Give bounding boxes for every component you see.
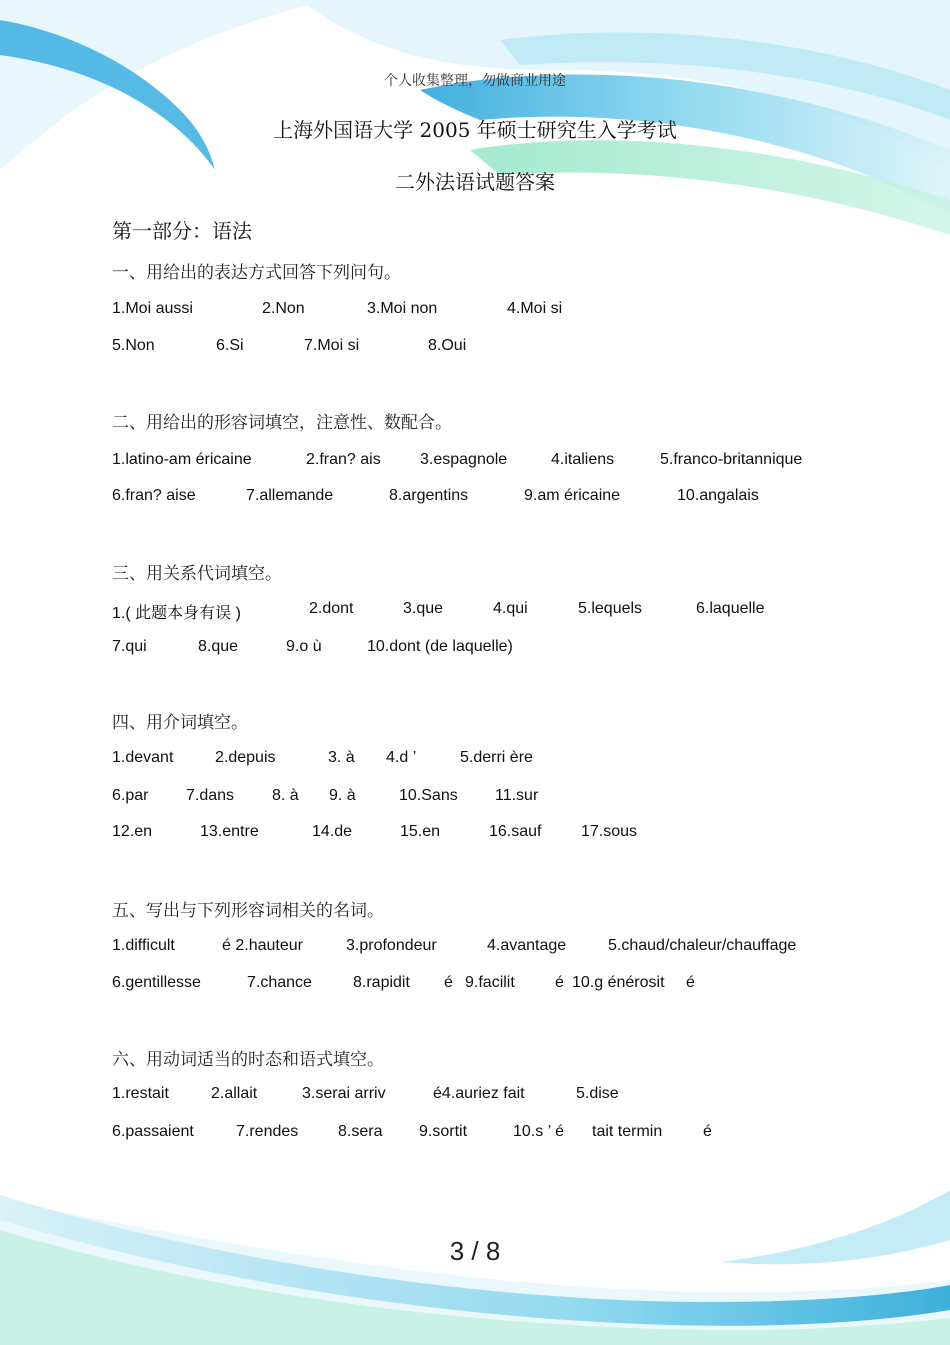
- answer-item: 2.Non: [262, 300, 305, 317]
- answer-item: 8. à: [272, 787, 299, 804]
- answer-item: 7.chance: [247, 974, 312, 991]
- answer-item: 7.rendes: [236, 1123, 299, 1140]
- answer-item: 17.sous: [581, 823, 638, 840]
- answer-item: 5.chaud/chaleur/chauffage: [608, 937, 797, 954]
- answer-item: 5.derri ère: [460, 749, 533, 766]
- answer-item: 1.latino-am éricaine: [112, 451, 252, 468]
- answer-item: 1.devant: [112, 749, 174, 766]
- answer-item: 6.fran? aise: [112, 487, 196, 504]
- answer-item: 4.d ’: [386, 749, 417, 766]
- answer-item: tait termin: [592, 1123, 663, 1140]
- answer-item: 3.que: [403, 600, 444, 617]
- answer-item: 7.dans: [186, 787, 235, 804]
- section-heading-1: 一、用给出的表达方式回答下列问句。: [112, 263, 401, 283]
- answer-item: é: [555, 974, 564, 991]
- answer-item: é: [444, 974, 453, 991]
- section-heading-3: 三、用关系代词填空。: [112, 564, 282, 584]
- answer-item: 9.am éricaine: [524, 487, 621, 504]
- answer-item: 4.qui: [493, 600, 528, 617]
- answer-item: 8.rapidit: [353, 974, 410, 991]
- section-heading-6: 六、用动词适当的时态和语式填空。: [112, 1050, 384, 1070]
- answer-item: 9.o ù: [286, 638, 322, 655]
- answer-item: 9.facilit: [465, 974, 515, 991]
- answer-item: 7.qui: [112, 638, 147, 655]
- watermark-text: 个人收集整理，勿做商业用途: [384, 73, 566, 89]
- answer-item: 6.Si: [216, 337, 244, 354]
- answer-item: 3.serai arriv: [302, 1085, 386, 1102]
- answer-item: 3.Moi non: [367, 300, 438, 317]
- answer-item: 4.avantage: [487, 937, 567, 954]
- answer-item: 6.passaient: [112, 1123, 194, 1140]
- answer-item: 5.franco-britannique: [660, 451, 803, 468]
- document-title: 上海外国语大学 2005 年硕士研究生入学考试: [273, 118, 677, 142]
- part-heading: 第一部分：语法: [112, 219, 252, 243]
- answer-item: 8.que: [198, 638, 239, 655]
- answer-item: 1.Moi aussi: [112, 300, 193, 317]
- answer-item: 10.dont (de laquelle): [367, 638, 513, 655]
- answer-item: 1.( 此题本身有误 ): [112, 605, 241, 622]
- answer-item: 10.angalais: [677, 487, 759, 504]
- answer-item: 4.Moi si: [507, 300, 563, 317]
- answer-item: é: [686, 974, 695, 991]
- answer-item: 4.italiens: [551, 451, 615, 468]
- answer-item: 6.gentillesse: [112, 974, 201, 991]
- answer-item: 7.allemande: [246, 487, 334, 504]
- answer-item: 5.dise: [576, 1085, 619, 1102]
- answer-item: 5.Non: [112, 337, 155, 354]
- answer-item: 14.de: [312, 823, 353, 840]
- section-heading-5: 五、写出与下列形容词相关的名词。: [112, 901, 384, 921]
- answer-item: 1.difficult: [112, 937, 175, 954]
- answer-item: 13.entre: [200, 823, 259, 840]
- answer-item: 10.s ’ é: [513, 1123, 564, 1140]
- answer-item: 10.g énérosit: [572, 974, 665, 991]
- page-number: 3 / 8: [449, 1236, 501, 1266]
- answer-item: 2.depuis: [215, 749, 276, 766]
- answer-item: 3.espagnole: [420, 451, 508, 468]
- answer-item: 10.Sans: [399, 787, 458, 804]
- answer-item: 15.en: [400, 823, 441, 840]
- answer-item: 16.sauf: [489, 823, 542, 840]
- answer-item: 9. à: [329, 787, 356, 804]
- section-heading-2: 二、用给出的形容词填空，注意性、数配合。: [112, 413, 452, 433]
- answer-item: 6.par: [112, 787, 149, 804]
- answer-item: 2.allait: [211, 1085, 258, 1102]
- answer-item: 1.restait: [112, 1085, 169, 1102]
- answer-item: é4.auriez fait: [433, 1085, 525, 1102]
- answer-item: 12.en: [112, 823, 153, 840]
- section-heading-4: 四、用介词填空。: [112, 713, 248, 733]
- answer-item: 8.sera: [338, 1123, 383, 1140]
- document-subtitle: 二外法语试题答案: [395, 170, 555, 194]
- answer-item: 8.argentins: [389, 487, 469, 504]
- answer-item: 8.Oui: [428, 337, 467, 354]
- answer-item: 2.dont: [309, 600, 354, 617]
- answer-item: é 2.hauteur: [222, 937, 303, 954]
- answer-item: é: [703, 1123, 712, 1140]
- answer-item: 7.Moi si: [304, 337, 360, 354]
- answer-item: 5.lequels: [578, 600, 643, 617]
- answer-item: 11.sur: [495, 787, 539, 804]
- answer-item: 2.fran? ais: [306, 451, 381, 468]
- answer-item: 3. à: [328, 749, 355, 766]
- answer-item: 3.profondeur: [346, 937, 437, 954]
- answer-item: 9.sortit: [419, 1123, 468, 1140]
- answer-item: 6.laquelle: [696, 600, 765, 617]
